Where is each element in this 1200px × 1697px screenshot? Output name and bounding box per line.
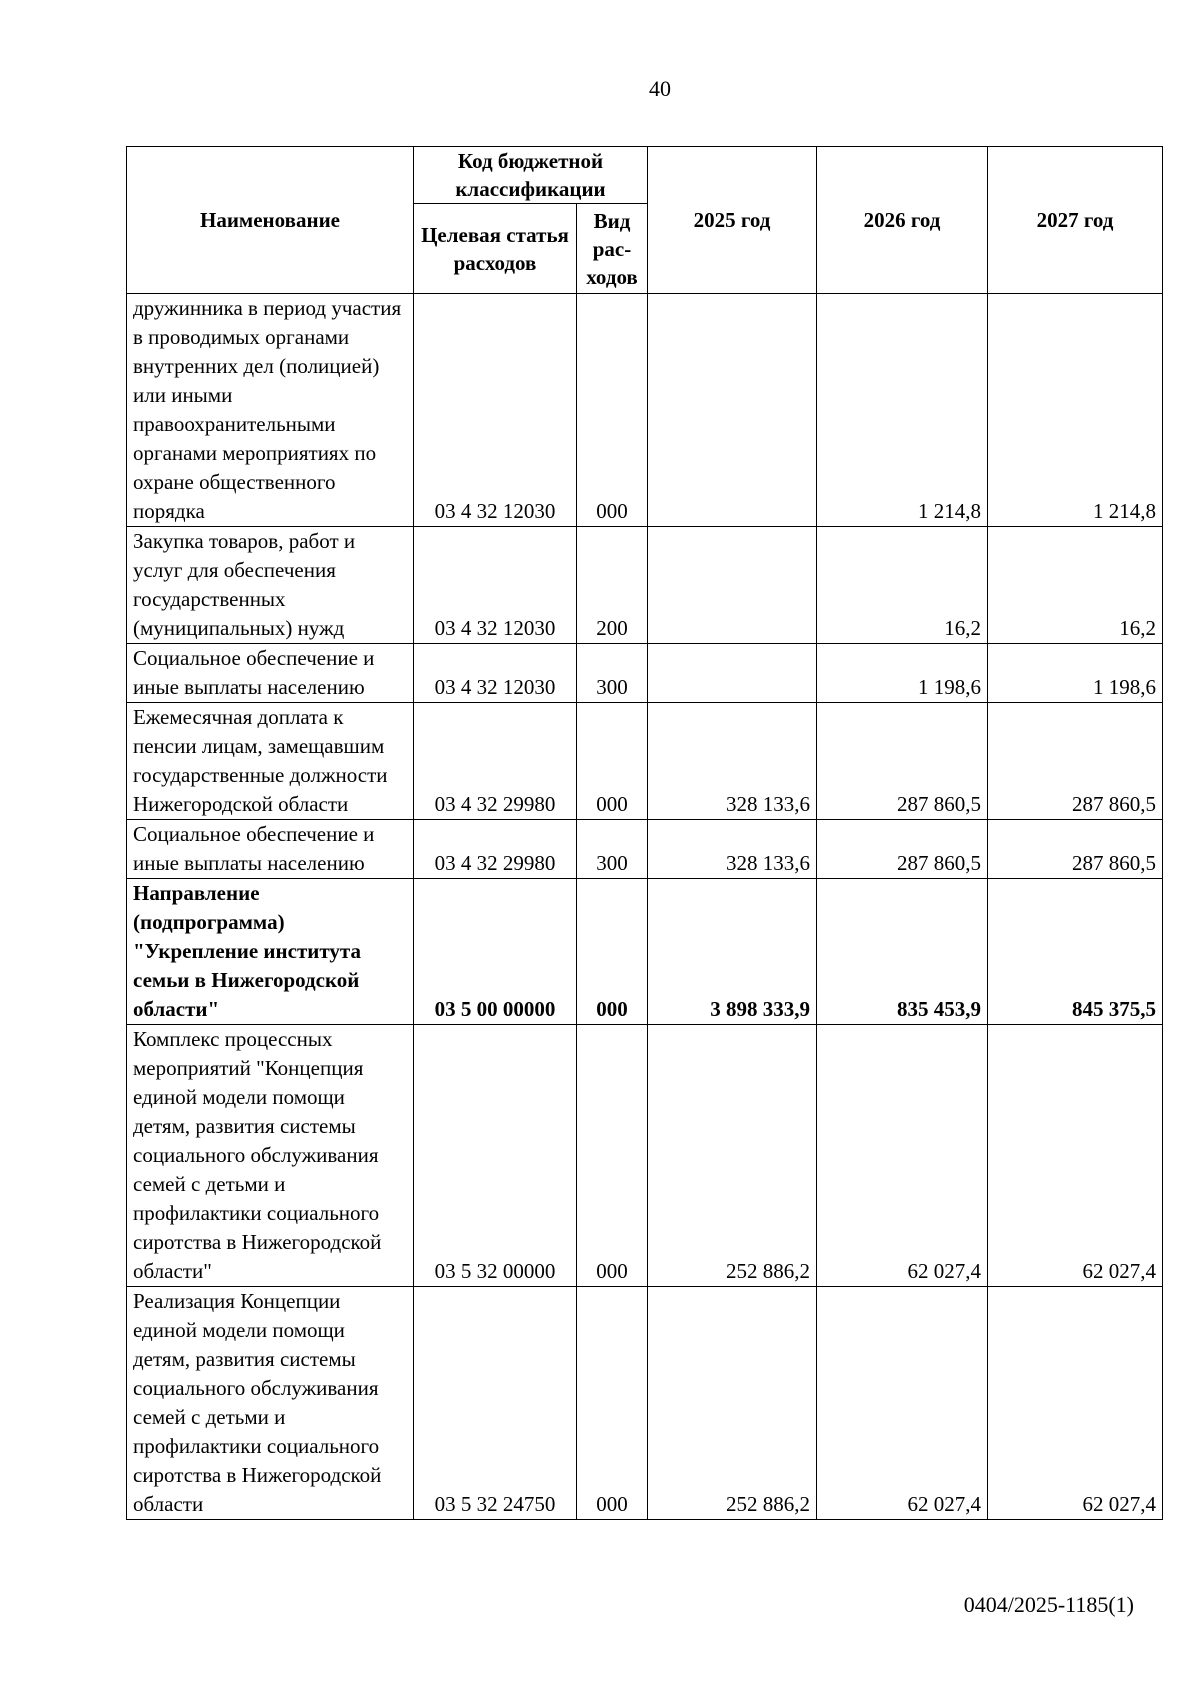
row-2027-cell: 62 027,4 (988, 1025, 1163, 1287)
row-2026-cell: 287 860,5 (817, 820, 988, 879)
row-2025-cell: 3 898 333,9 (648, 879, 817, 1025)
row-2025-cell (648, 294, 817, 527)
row-target-article-cell: 03 4 32 12030 (414, 294, 577, 527)
row-2027-cell: 1 214,8 (988, 294, 1163, 527)
row-name-cell: дружинника в период участия в проводимых органами внутренних дел (полицией) или иными правоохранительными органами мероприятиях по охране общественного порядка (127, 294, 414, 527)
row-2025-cell: 252 886,2 (648, 1025, 817, 1287)
row-target-article-cell: 03 4 32 29980 (414, 703, 577, 820)
row-2027-cell: 1 198,6 (988, 644, 1163, 703)
row-name-cell: Закупка товаров, работ и услуг для обеспечения государственных (муниципальных) нужд (127, 527, 414, 644)
row-name-cell: Социальное обеспечение и иные выплаты населению (127, 644, 414, 703)
row-expense-type-cell: 000 (577, 1025, 648, 1287)
row-target-article-cell: 03 5 00 00000 (414, 879, 577, 1025)
row-2026-cell: 835 453,9 (817, 879, 988, 1025)
row-expense-type-cell: 200 (577, 527, 648, 644)
row-2025-cell: 252 886,2 (648, 1287, 817, 1520)
row-2026-cell: 287 860,5 (817, 703, 988, 820)
row-name-cell: Комплекс процессных мероприятий "Концепция единой модели помощи детям, развития системы социального обслуживания семей с детьми и профилактики социального сиротства в Нижегородской области" (127, 1025, 414, 1287)
row-expense-type-cell: 300 (577, 644, 648, 703)
row-2025-cell (648, 644, 817, 703)
row-2027-cell: 62 027,4 (988, 1287, 1163, 1520)
row-2025-cell: 328 133,6 (648, 703, 817, 820)
table-row (127, 527, 1163, 644)
row-expense-type-cell: 300 (577, 820, 648, 879)
row-name-cell: Реализация Концепции единой модели помощи детям, развития системы социального обслуживания семей с детьми и профилактики социального сиротства в Нижегородской области (127, 1287, 414, 1520)
table-row (127, 294, 1163, 527)
table-row (127, 820, 1163, 879)
header-code-group: Код бюджетной классификации (414, 147, 648, 204)
row-target-article-cell: 03 5 32 24750 (414, 1287, 577, 1520)
row-2026-cell: 1 214,8 (817, 294, 988, 527)
row-2027-cell: 287 860,5 (988, 703, 1163, 820)
table-header (127, 147, 1163, 294)
document-id: 0404/2025-1185(1) (963, 1592, 1134, 1617)
row-2026-cell: 1 198,6 (817, 644, 988, 703)
header-target-article: Целевая статья расходов (414, 204, 577, 294)
row-2026-cell: 16,2 (817, 527, 988, 644)
table-row (127, 879, 1163, 1025)
row-2025-cell: 328 133,6 (648, 820, 817, 879)
row-name-cell: Направление (подпрограмма) "Укрепление института семьи в Нижегородской области" (127, 879, 414, 1025)
row-2027-cell: 16,2 (988, 527, 1163, 644)
row-expense-type-cell: 000 (577, 703, 648, 820)
table-row (127, 1287, 1163, 1520)
table-row (127, 644, 1163, 703)
row-target-article-cell: 03 5 32 00000 (414, 1025, 577, 1287)
row-2025-cell (648, 527, 817, 644)
row-2027-cell: 845 375,5 (988, 879, 1163, 1025)
row-target-article-cell: 03 4 32 12030 (414, 527, 577, 644)
row-expense-type-cell: 000 (577, 294, 648, 527)
header-2026: 2026 год (817, 147, 988, 294)
row-name-cell: Социальное обеспечение и иные выплаты населению (127, 820, 414, 879)
header-2027: 2027 год (988, 147, 1163, 294)
row-name-cell: Ежемесячная доплата к пенсии лицам, замещавшим государственные должности Нижегородской области (127, 703, 414, 820)
row-target-article-cell: 03 4 32 12030 (414, 644, 577, 703)
row-2026-cell: 62 027,4 (817, 1287, 988, 1520)
header-name: Наименование (127, 147, 414, 294)
row-target-article-cell: 03 4 32 29980 (414, 820, 577, 879)
row-expense-type-cell: 000 (577, 879, 648, 1025)
table-body (127, 294, 1163, 1520)
header-expense-type: Вид рас-ходов (577, 204, 648, 294)
row-2026-cell: 62 027,4 (817, 1025, 988, 1287)
table-row (127, 703, 1163, 820)
header-2025: 2025 год (648, 147, 817, 294)
row-2027-cell: 287 860,5 (988, 820, 1163, 879)
table-row (127, 1025, 1163, 1287)
row-expense-type-cell: 000 (577, 1287, 648, 1520)
budget-table (126, 146, 1163, 1520)
page-number: 40 (649, 76, 671, 101)
